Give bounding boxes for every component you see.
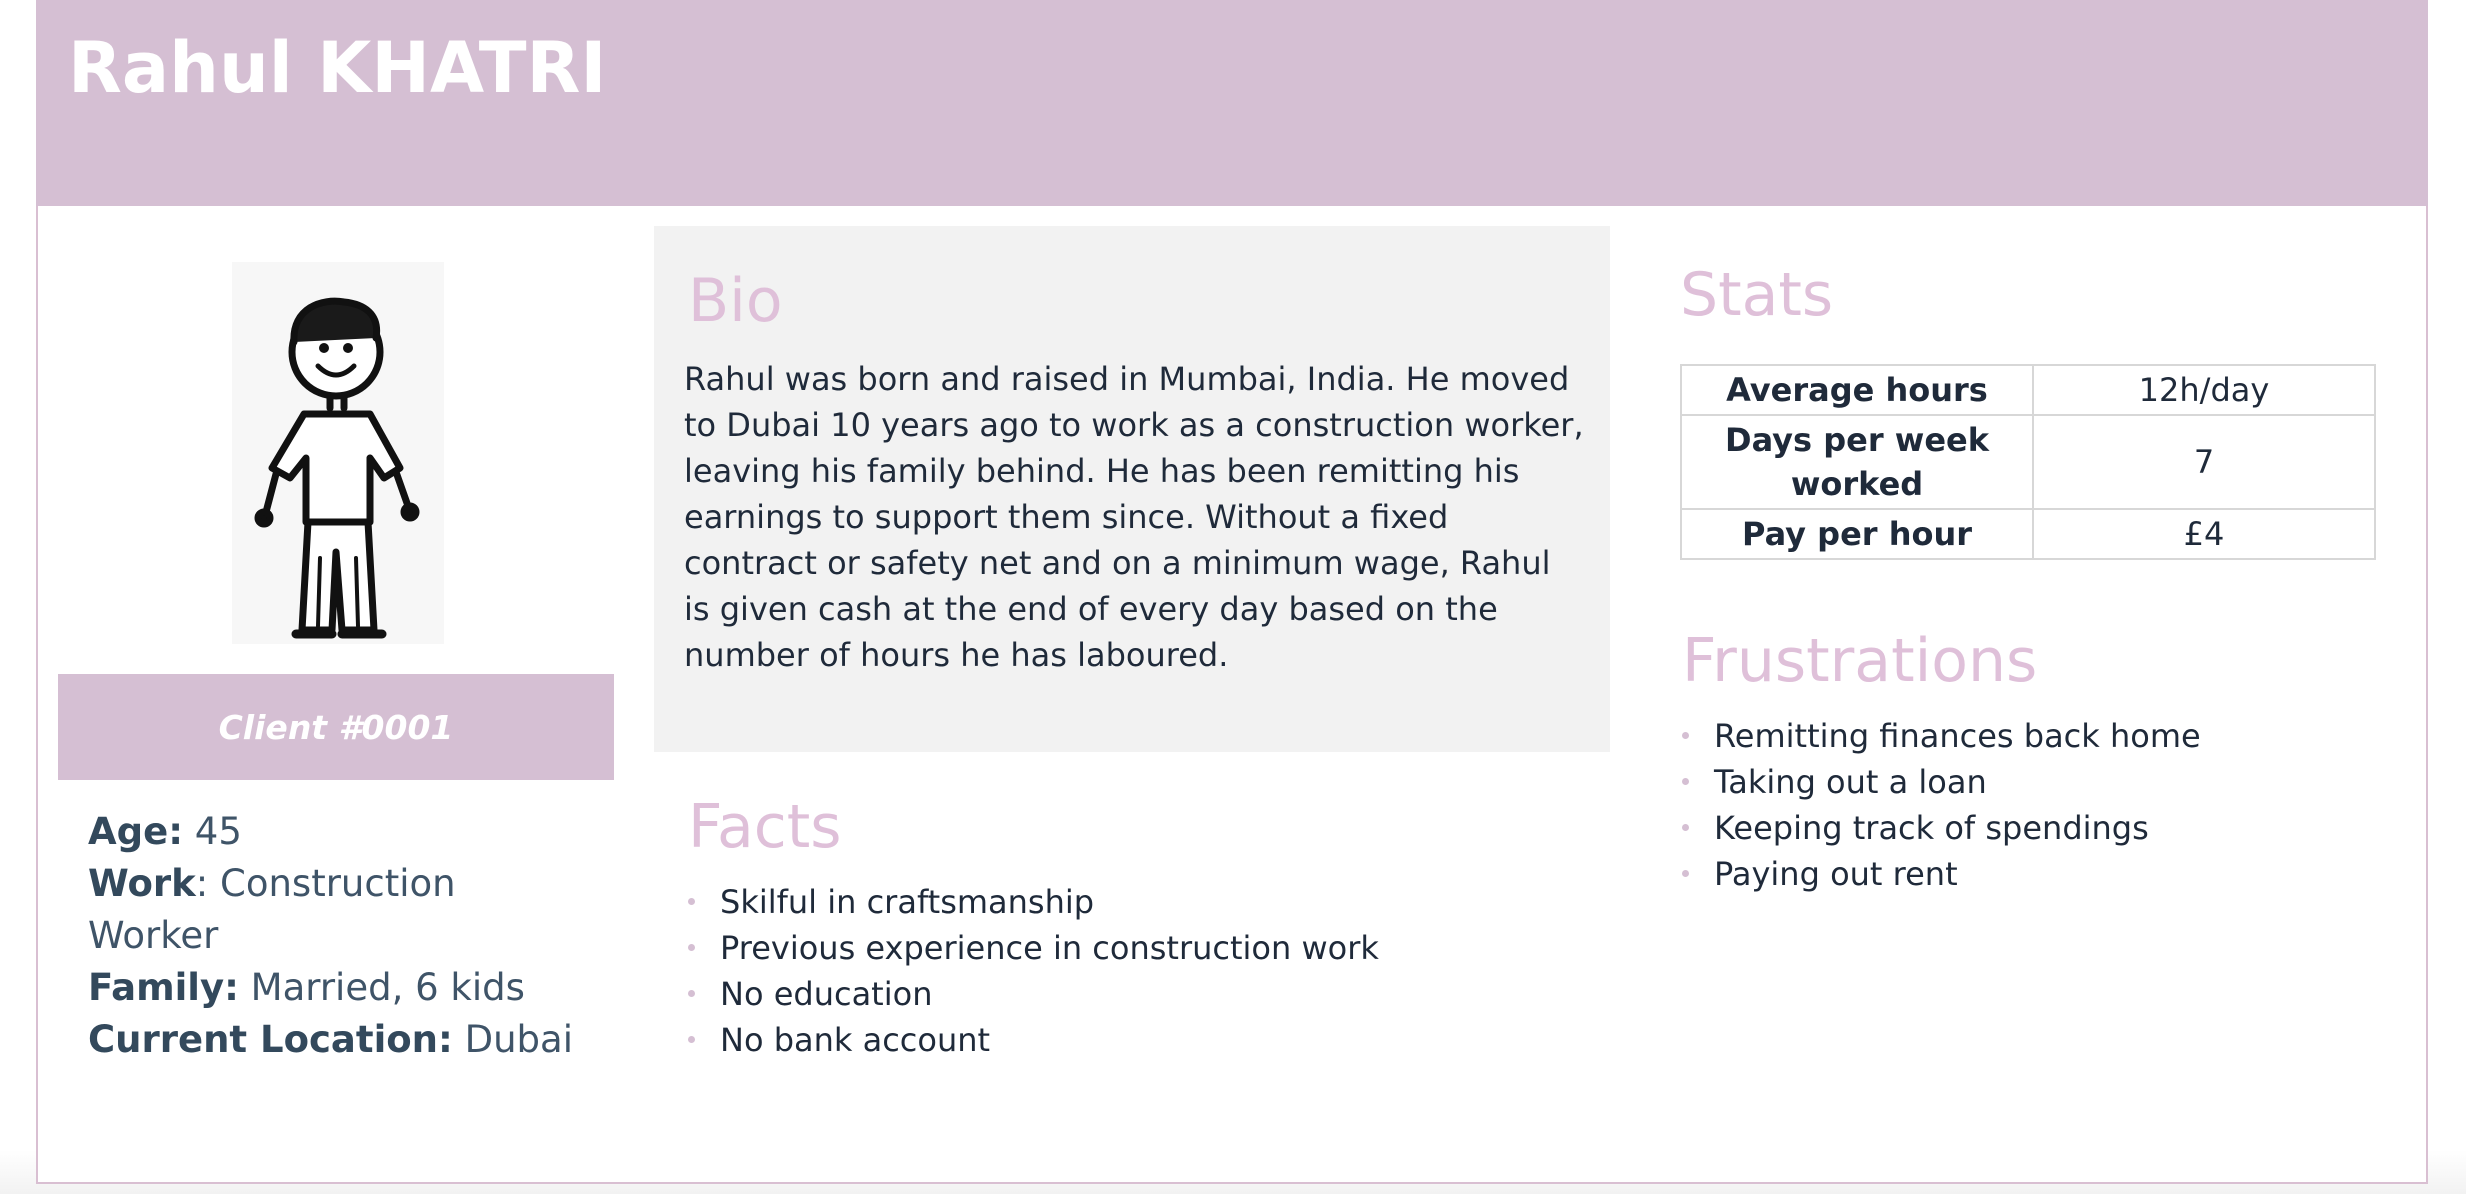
facts-heading: Facts <box>688 792 842 862</box>
family-value: Married, 6 kids <box>238 966 525 1009</box>
stat-value: £4 <box>2033 509 2375 559</box>
work-value: : Construction Worker <box>88 862 456 957</box>
bio-heading: Bio <box>688 266 783 336</box>
bullet-icon <box>688 898 695 905</box>
client-id-label: Client #0001 <box>218 707 454 747</box>
list-item <box>688 879 1588 925</box>
fact-text: Previous experience in construction work <box>720 929 1379 967</box>
list-item <box>1682 805 2422 851</box>
fact-text: No education <box>720 975 933 1013</box>
location-value: Dubai <box>452 1018 573 1061</box>
stat-label: Days per week worked <box>1681 415 2033 509</box>
frustration-text: Keeping track of spendings <box>1714 809 2149 847</box>
stat-label: Average hours <box>1681 365 2033 415</box>
avatar <box>232 262 444 644</box>
list-item <box>688 1017 1588 1063</box>
profile-age <box>88 806 588 858</box>
frustrations-heading: Frustrations <box>1682 626 2038 696</box>
bullet-icon <box>1682 824 1689 831</box>
profile-work <box>88 858 588 962</box>
stick-figure-person-icon <box>232 262 444 644</box>
age-value: 45 <box>183 810 242 853</box>
fact-text: No bank account <box>720 1021 991 1059</box>
bullet-icon <box>688 990 695 997</box>
profile-family <box>88 962 588 1014</box>
work-label: Work <box>88 862 196 905</box>
list-item <box>1682 713 2422 759</box>
bullet-icon <box>1682 732 1689 739</box>
family-label: Family: <box>88 966 239 1009</box>
client-id-banner <box>58 674 614 780</box>
table-row <box>1681 415 2375 509</box>
table-row <box>1681 365 2375 415</box>
stats-table <box>1680 364 2376 560</box>
list-item <box>688 925 1588 971</box>
bio-text: Rahul was born and raised in Mumbai, India. He moved to Dubai 10 years ago to work as a construction worker, leaving his family behind. He has been remitting his earnings to support them since. Without a fixed contract or safety net and on a minimum wage, Rahul is given cash at the end of every day based on the number of hours he has laboured. <box>684 360 1584 674</box>
list-item <box>1682 851 2422 897</box>
profile-details <box>88 806 588 1066</box>
bullet-icon <box>688 944 695 951</box>
frustration-text: Taking out a loan <box>1714 763 1987 801</box>
frustrations-list <box>1682 713 2422 897</box>
age-label: Age: <box>88 810 184 853</box>
profile-location <box>88 1014 588 1066</box>
location-label: Current Location: <box>88 1018 453 1061</box>
fact-text: Skilful in craftsmanship <box>720 883 1095 921</box>
bullet-icon <box>1682 778 1689 785</box>
bio-section <box>654 226 1610 752</box>
persona-name: Rahul KHATRI <box>68 27 607 109</box>
facts-list <box>688 879 1588 1063</box>
stat-value: 7 <box>2033 415 2375 509</box>
list-item <box>688 971 1588 1017</box>
stat-label: Pay per hour <box>1681 509 2033 559</box>
stat-value: 12h/day <box>2033 365 2375 415</box>
persona-header <box>36 0 2428 206</box>
frustration-text: Remitting finances back home <box>1714 717 2201 755</box>
bullet-icon <box>1682 870 1689 877</box>
stats-heading: Stats <box>1680 260 1834 330</box>
bullet-icon <box>688 1036 695 1043</box>
table-row <box>1681 509 2375 559</box>
list-item <box>1682 759 2422 805</box>
frustration-text: Paying out rent <box>1714 855 1958 893</box>
